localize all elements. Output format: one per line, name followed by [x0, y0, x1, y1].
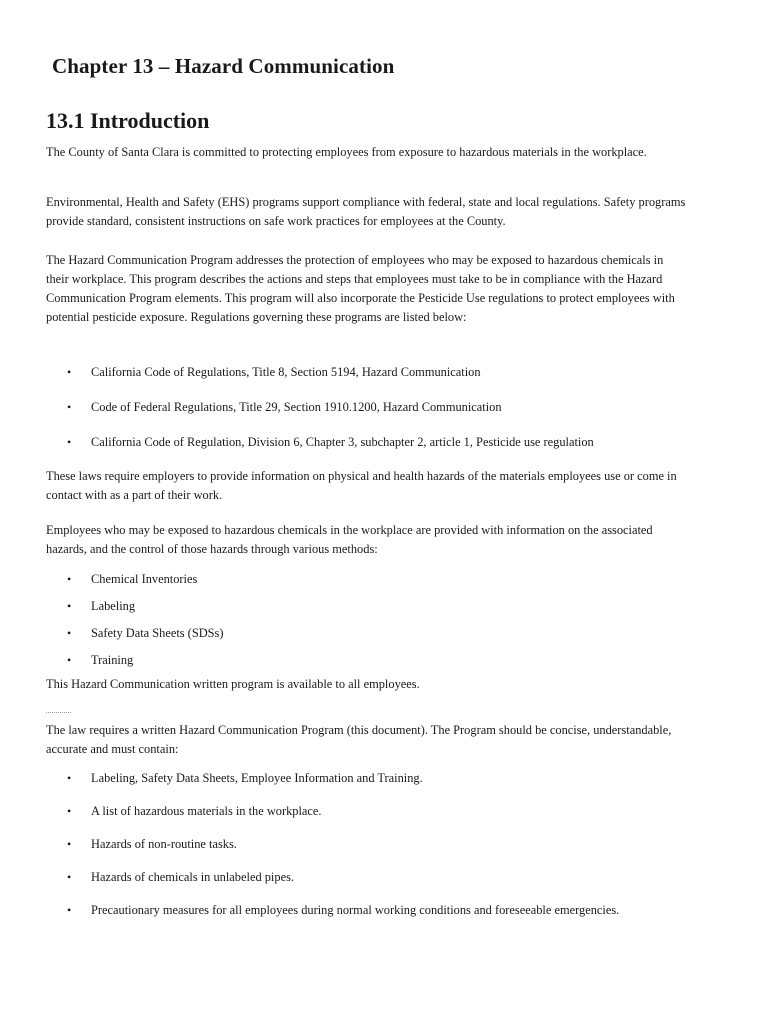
bullet-icon: •	[67, 599, 72, 613]
bullet-icon: •	[67, 653, 72, 667]
intro-paragraph-2: Environmental, Health and Safety (EHS) programs support compliance with federal, state and local regulations. Safety programs provide standard, consistent instructions on safe work practices for employees at the County.	[46, 195, 686, 228]
list-item	[46, 598, 686, 615]
bullet-icon: •	[67, 837, 72, 851]
bullet-icon: •	[67, 626, 72, 640]
intro-paragraph-1: The County of Santa Clara is committed to protecting employees from exposure to hazardous materials in the workplace.	[46, 145, 647, 159]
list-item	[46, 803, 686, 820]
list-item-text: California Code of Regulation, Division 6, Chapter 3, subchapter 2, article 1, Pesticide use regulation	[91, 435, 594, 449]
list-item	[46, 869, 686, 886]
list-item-text: Code of Federal Regulations, Title 29, Section 1910.1200, Hazard Communication	[91, 400, 502, 414]
requirements-paragraph: The law requires a written Hazard Communication Program (this document). The Program should be concise, understandable, accurate and must contain:	[46, 723, 672, 756]
list-item-text: Labeling, Safety Data Sheets, Employee Information and Training.	[91, 771, 423, 785]
list-item-text: Training	[91, 653, 134, 667]
bullet-icon: •	[67, 435, 72, 449]
list-item	[46, 399, 686, 416]
bullet-icon: •	[67, 903, 72, 917]
list-item-text: Precautionary measures for all employees during normal working conditions and foreseeable emergencies.	[91, 903, 620, 917]
list-item	[46, 836, 686, 853]
availability-paragraph: This Hazard Communication written program is available to all employees.	[46, 677, 420, 691]
methods-list	[46, 571, 686, 669]
list-item	[46, 625, 686, 642]
bullet-icon: •	[67, 400, 72, 414]
section-title: 13.1 Introduction	[46, 108, 210, 133]
requirements-list	[46, 770, 686, 919]
section-divider	[46, 712, 71, 713]
bullet-icon: •	[67, 365, 72, 379]
methods-paragraph: Employees who may be exposed to hazardous chemicals in the workplace are provided with information on the associated hazards, and the control of those hazards through various methods:	[46, 523, 653, 556]
bullet-icon: •	[67, 572, 72, 586]
bullet-icon: •	[67, 870, 72, 884]
list-item-text: Hazards of non-routine tasks.	[91, 837, 237, 851]
list-item-text: California Code of Regulations, Title 8, Section 5194, Hazard Communication	[91, 365, 481, 379]
list-item-text: A list of hazardous materials in the workplace.	[91, 804, 322, 818]
bullet-icon: •	[67, 804, 72, 818]
intro-paragraph-3: The Hazard Communication Program addresses the protection of employees who may be exposed to hazardous chemicals in their workplace. This program describes the actions and steps that employees must take to be in compliance with the Hazard Communication Program elements. This program will also incorporate the Pesticide Use regulations to protect employees with potential pesticide exposure. Regulations governing these programs are listed below:	[46, 253, 675, 324]
list-item-text: Labeling	[91, 599, 136, 613]
chapter-title: Chapter 13 – Hazard Communication	[52, 54, 395, 78]
list-item	[46, 364, 686, 381]
bullet-icon: •	[67, 771, 72, 785]
laws-paragraph: These laws require employers to provide information on physical and health hazards of the materials employees use or come in contact with as a part of their work.	[46, 469, 677, 502]
list-item-text: Chemical Inventories	[91, 572, 198, 586]
list-item	[46, 902, 631, 919]
regulations-list	[46, 364, 686, 451]
list-item	[46, 652, 686, 669]
list-item	[46, 571, 686, 588]
list-item-text: Safety Data Sheets (SDSs)	[91, 626, 224, 640]
list-item-text: Hazards of chemicals in unlabeled pipes.	[91, 870, 294, 884]
list-item	[46, 434, 686, 451]
list-item	[46, 770, 686, 787]
